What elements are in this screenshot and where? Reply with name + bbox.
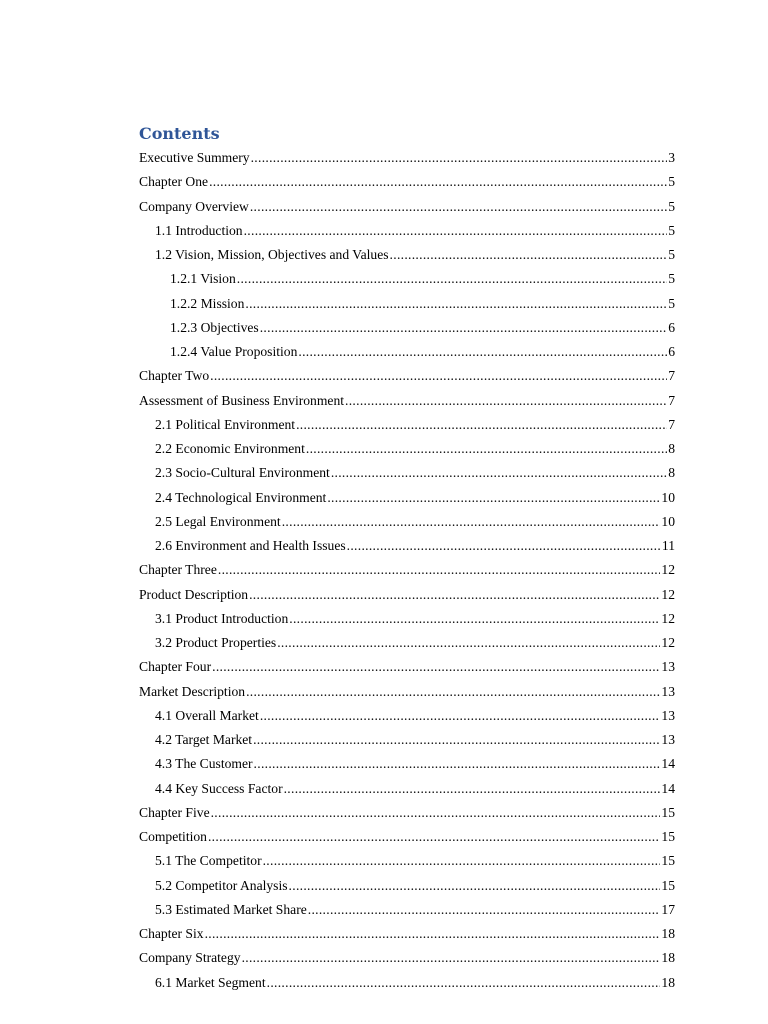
toc-entry-title: 4.1 Overall Market	[155, 707, 259, 723]
toc-entry[interactable]	[139, 583, 675, 607]
toc-entry-title: Assessment of Business Environment	[139, 392, 345, 408]
toc-entry-title: 5.1 The Competitor	[155, 853, 262, 869]
toc-entry[interactable]	[139, 364, 675, 388]
toc-entry-page-number: 12	[661, 586, 675, 602]
toc-entry[interactable]	[139, 898, 675, 922]
toc-entry-page-number: 13	[661, 732, 675, 747]
toc-entry-page-number: 12	[661, 635, 675, 650]
toc-entry[interactable]	[139, 413, 675, 437]
toc-dot-leader	[205, 922, 661, 946]
toc-entry-title: Chapter Three	[139, 562, 217, 578]
toc-entry-title: 2.1 Political Environment	[155, 416, 296, 432]
toc-entry[interactable]	[139, 316, 675, 340]
toc-entry-page-number: 13	[661, 707, 675, 723]
toc-dot-leader	[209, 170, 667, 194]
toc-entry-title: Product Description	[139, 586, 249, 602]
toc-entry-page-number: 18	[661, 974, 675, 990]
toc-entry-page-number: 5	[668, 247, 675, 262]
toc-entry-title: 1.2.2 Mission	[170, 295, 245, 311]
toc-entry-page-number: 10	[661, 489, 675, 505]
toc-dot-leader	[263, 849, 661, 873]
toc-entry-page-number: 15	[661, 877, 675, 893]
toc-dot-leader	[289, 607, 660, 631]
toc-entry[interactable]	[139, 849, 675, 873]
toc-dot-leader	[253, 728, 660, 752]
toc-dot-leader	[289, 874, 661, 898]
toc-entry[interactable]	[139, 340, 675, 364]
toc-entry[interactable]	[139, 655, 675, 679]
toc-entry[interactable]	[139, 389, 675, 413]
toc-entry-title: 4.3 The Customer	[155, 756, 253, 772]
toc-entry-title: 1.2.3 Objectives	[170, 319, 259, 335]
toc-entry[interactable]	[139, 267, 675, 291]
toc-entry[interactable]	[139, 680, 675, 704]
toc-dot-leader	[267, 971, 661, 995]
toc-entry-page-number: 13	[661, 659, 675, 675]
toc-dot-leader	[250, 195, 667, 219]
toc-dot-leader	[244, 219, 668, 243]
toc-entry-title: 4.2 Target Market	[155, 732, 253, 747]
toc-entry-page-number: 7	[668, 416, 675, 432]
toc-dot-leader	[390, 243, 668, 267]
toc-heading: Contents	[139, 124, 220, 143]
toc-dot-leader	[245, 292, 667, 316]
toc-dot-leader	[306, 437, 667, 461]
toc-entry[interactable]	[139, 752, 675, 776]
toc-entry[interactable]	[139, 874, 675, 898]
toc-entry-page-number: 11	[661, 538, 675, 553]
toc-entry-page-number: 18	[661, 926, 675, 941]
toc-entry-page-number: 8	[668, 465, 675, 481]
toc-entry-title: 2.6 Environment and Health Issues	[155, 538, 346, 553]
toc-entry-page-number: 8	[668, 441, 675, 456]
toc-entry-page-number: 6	[668, 344, 675, 359]
toc-entry[interactable]	[139, 825, 675, 849]
toc-entry-title: 2.5 Legal Environment	[155, 513, 281, 529]
toc-entry[interactable]	[139, 946, 675, 970]
toc-entry-page-number: 17	[661, 901, 675, 917]
toc-entry[interactable]	[139, 704, 675, 728]
toc-entry[interactable]	[139, 558, 675, 582]
toc-dot-leader	[331, 461, 667, 485]
toc-dot-leader	[218, 558, 661, 582]
toc-entry[interactable]	[139, 437, 675, 461]
toc-entry-page-number: 5	[668, 222, 675, 238]
toc-dot-leader	[296, 413, 667, 437]
toc-entry-title: 3.2 Product Properties	[155, 635, 277, 650]
toc-entry-title: 5.3 Estimated Market Share	[155, 901, 307, 917]
toc-entry[interactable]	[139, 971, 675, 995]
toc-entry-title: Company Overview	[139, 198, 249, 214]
toc-entry-title: 1.2 Vision, Mission, Objectives and Values	[155, 247, 389, 262]
toc-dot-leader	[345, 389, 667, 413]
toc-dot-leader	[298, 340, 667, 364]
toc-entry-page-number: 12	[661, 610, 675, 626]
toc-dot-leader	[251, 146, 668, 170]
toc-entry-title: 1.2.4 Value Proposition	[170, 344, 298, 359]
toc-entry-title: Chapter One	[139, 174, 209, 190]
toc-entry-page-number: 13	[661, 683, 675, 699]
toc-entry-title: 2.3 Socio-Cultural Environment	[155, 465, 330, 481]
toc-entry[interactable]	[139, 461, 675, 485]
toc-dot-leader	[347, 534, 661, 558]
toc-entry-title: Executive Summery	[139, 150, 250, 165]
toc-dot-leader	[242, 946, 661, 970]
toc-entry-page-number: 6	[668, 319, 675, 335]
toc-entry-page-number: 14	[661, 756, 675, 772]
toc-entry[interactable]	[139, 510, 675, 534]
toc-entry-page-number: 10	[661, 513, 675, 529]
toc-entry[interactable]	[139, 777, 675, 801]
toc-entry-page-number: 7	[668, 392, 675, 408]
toc-entry-title: 3.1 Product Introduction	[155, 610, 289, 626]
toc-dot-leader	[249, 583, 660, 607]
toc-entry-title: Chapter Two	[139, 368, 210, 384]
toc-entry-title: 5.2 Competitor Analysis	[155, 877, 288, 893]
toc-entry[interactable]	[139, 534, 675, 558]
toc-entry[interactable]	[139, 728, 675, 752]
toc-entry-title: Chapter Six	[139, 926, 204, 941]
toc-entry-page-number: 5	[668, 295, 675, 311]
toc-entry[interactable]	[139, 486, 675, 510]
toc-entry-title: Competition	[139, 829, 207, 844]
toc-entry[interactable]	[139, 922, 675, 946]
toc-entry-title: 6.1 Market Segment	[155, 974, 266, 990]
toc-dot-leader	[210, 364, 667, 388]
toc-dot-leader	[327, 486, 660, 510]
toc-entry-page-number: 15	[661, 804, 675, 820]
toc-dot-leader	[211, 801, 661, 825]
toc-entry-page-number: 5	[668, 174, 675, 190]
toc-entry-title: 2.2 Economic Environment	[155, 441, 305, 456]
toc-entry-page-number: 7	[668, 368, 675, 384]
toc-dot-leader	[246, 680, 660, 704]
toc-entry-title: 1.2.1 Vision	[170, 271, 236, 287]
toc-entry-title: Chapter Four	[139, 659, 212, 675]
toc-dot-leader	[237, 267, 667, 291]
toc-entry-page-number: 5	[668, 271, 675, 287]
toc-entry-page-number: 12	[661, 562, 675, 578]
toc-entry-title: 2.4 Technological Environment	[155, 489, 327, 505]
toc-entry-page-number: 5	[668, 198, 675, 214]
toc-entry[interactable]	[139, 195, 675, 219]
toc-dot-leader	[260, 316, 667, 340]
toc-dot-leader	[254, 752, 661, 776]
toc-entry-title: Chapter Five	[139, 804, 210, 820]
toc-dot-leader	[282, 510, 661, 534]
toc-dot-leader	[208, 825, 660, 849]
toc-entry[interactable]	[139, 607, 675, 631]
toc-entry-title: 4.4 Key Success Factor	[155, 780, 283, 796]
table-of-contents	[139, 122, 675, 995]
toc-dot-leader	[284, 777, 661, 801]
toc-entry-page-number: 3	[668, 150, 675, 165]
toc-entry-title: 1.1 Introduction	[155, 222, 243, 238]
toc-dot-leader	[260, 704, 661, 728]
toc-list	[139, 146, 675, 995]
toc-entry-title: Company Strategy	[139, 950, 241, 966]
toc-entry[interactable]	[139, 170, 675, 194]
toc-dot-leader	[308, 898, 661, 922]
toc-entry-page-number: 18	[661, 950, 675, 966]
toc-entry[interactable]	[139, 146, 675, 170]
toc-entry-title: Market Description	[139, 683, 246, 699]
toc-entry-page-number: 14	[661, 780, 675, 796]
toc-entry[interactable]	[139, 292, 675, 316]
toc-entry[interactable]	[139, 801, 675, 825]
toc-dot-leader	[212, 655, 660, 679]
toc-entry[interactable]	[139, 243, 675, 267]
toc-entry-page-number: 15	[661, 829, 675, 844]
toc-entry[interactable]	[139, 219, 675, 243]
toc-entry-page-number: 15	[661, 853, 675, 869]
toc-dot-leader	[277, 631, 660, 655]
toc-entry[interactable]	[139, 631, 675, 655]
